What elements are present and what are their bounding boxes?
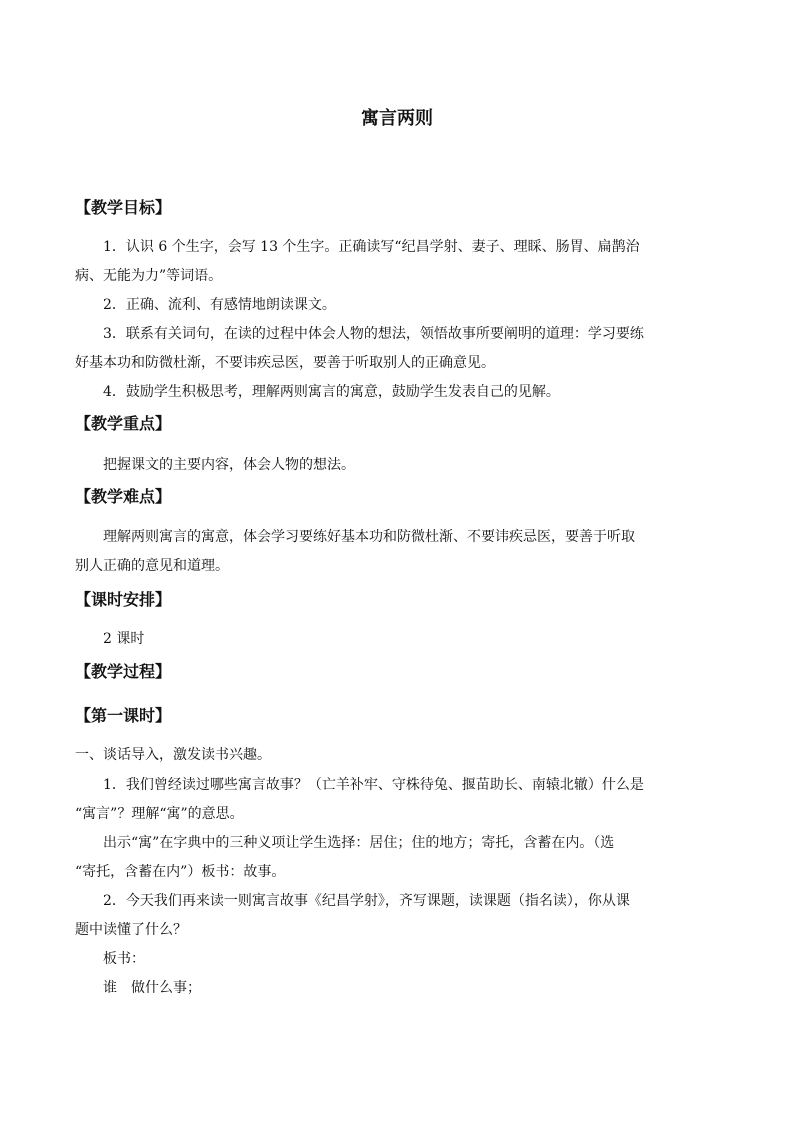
difficulties-line2: 别人正确的意见和道理。: [75, 558, 229, 574]
board-label: 板书：: [103, 951, 145, 967]
objective-1-line2: 病、无能为力”等词语。: [75, 268, 223, 284]
step-1-show-line2: “寄托，含蓄在内”）板书：故事。: [75, 864, 286, 880]
step-1-show-line1: 出示“寓”在字典中的三种义项让学生选择：居住；住的地方；寄托，含蓄在内。（选: [103, 835, 615, 851]
schedule-text: 2 课时: [103, 631, 145, 647]
key-points-text: 把握课文的主要内容，体会人物的想法。: [103, 457, 355, 473]
objective-3-line2: 好基本功和防微杜渐，不要讳疾忌医，要善于听取别人的正确意见。: [75, 355, 495, 371]
objectives-heading: 【教学目标】: [75, 198, 172, 217]
step-1-1-line1: 1．我们曾经读过哪些寓言故事？（亡羊补牢、守株待兔、揠苗助长、南辕北辙）什么是: [103, 777, 644, 793]
difficulties-line1: 理解两则寓言的寓意，体会学习要练好基本功和防微杜渐、不要讳疾忌医，要善于听取: [103, 529, 635, 545]
key-points-heading: 【教学重点】: [75, 414, 172, 433]
process-heading: 【教学过程】: [75, 662, 172, 681]
step-1-2-line1: 2．今天我们再来读一则寓言故事《纪昌学射》，齐写课题，读课题（指名读），你从课: [103, 893, 630, 909]
page-title: 寓言两则: [361, 108, 433, 129]
objective-2: 2．正确、流利、有感情地朗读课文。: [103, 297, 336, 313]
first-lesson-heading: 【第一课时】: [75, 706, 172, 725]
objective-4: 4．鼓励学生积极思考，理解两则寓言的寓意，鼓励学生发表自己的见解。: [103, 384, 560, 400]
objective-1-line1: 1．认识 6 个生字，会写 13 个生字。正确读写“纪昌学射、妻子、理睬、肠胃、扁鹊治: [103, 239, 640, 255]
difficulties-heading: 【教学难点】: [75, 487, 172, 506]
objective-3-line1: 3．联系有关词句，在读的过程中体会人物的想法，领悟故事所要阐明的道理：学习要练: [103, 326, 644, 342]
schedule-heading: 【课时安排】: [75, 590, 172, 609]
board-content: 谁 做什么事；: [103, 980, 201, 996]
step-1-2-line2: 题中读懂了什么？: [75, 922, 187, 938]
step-1-1-line2: “寓言”？理解“寓”的意思。: [75, 806, 244, 822]
step-1: 一、谈话导入，激发读书兴趣。: [75, 747, 271, 763]
